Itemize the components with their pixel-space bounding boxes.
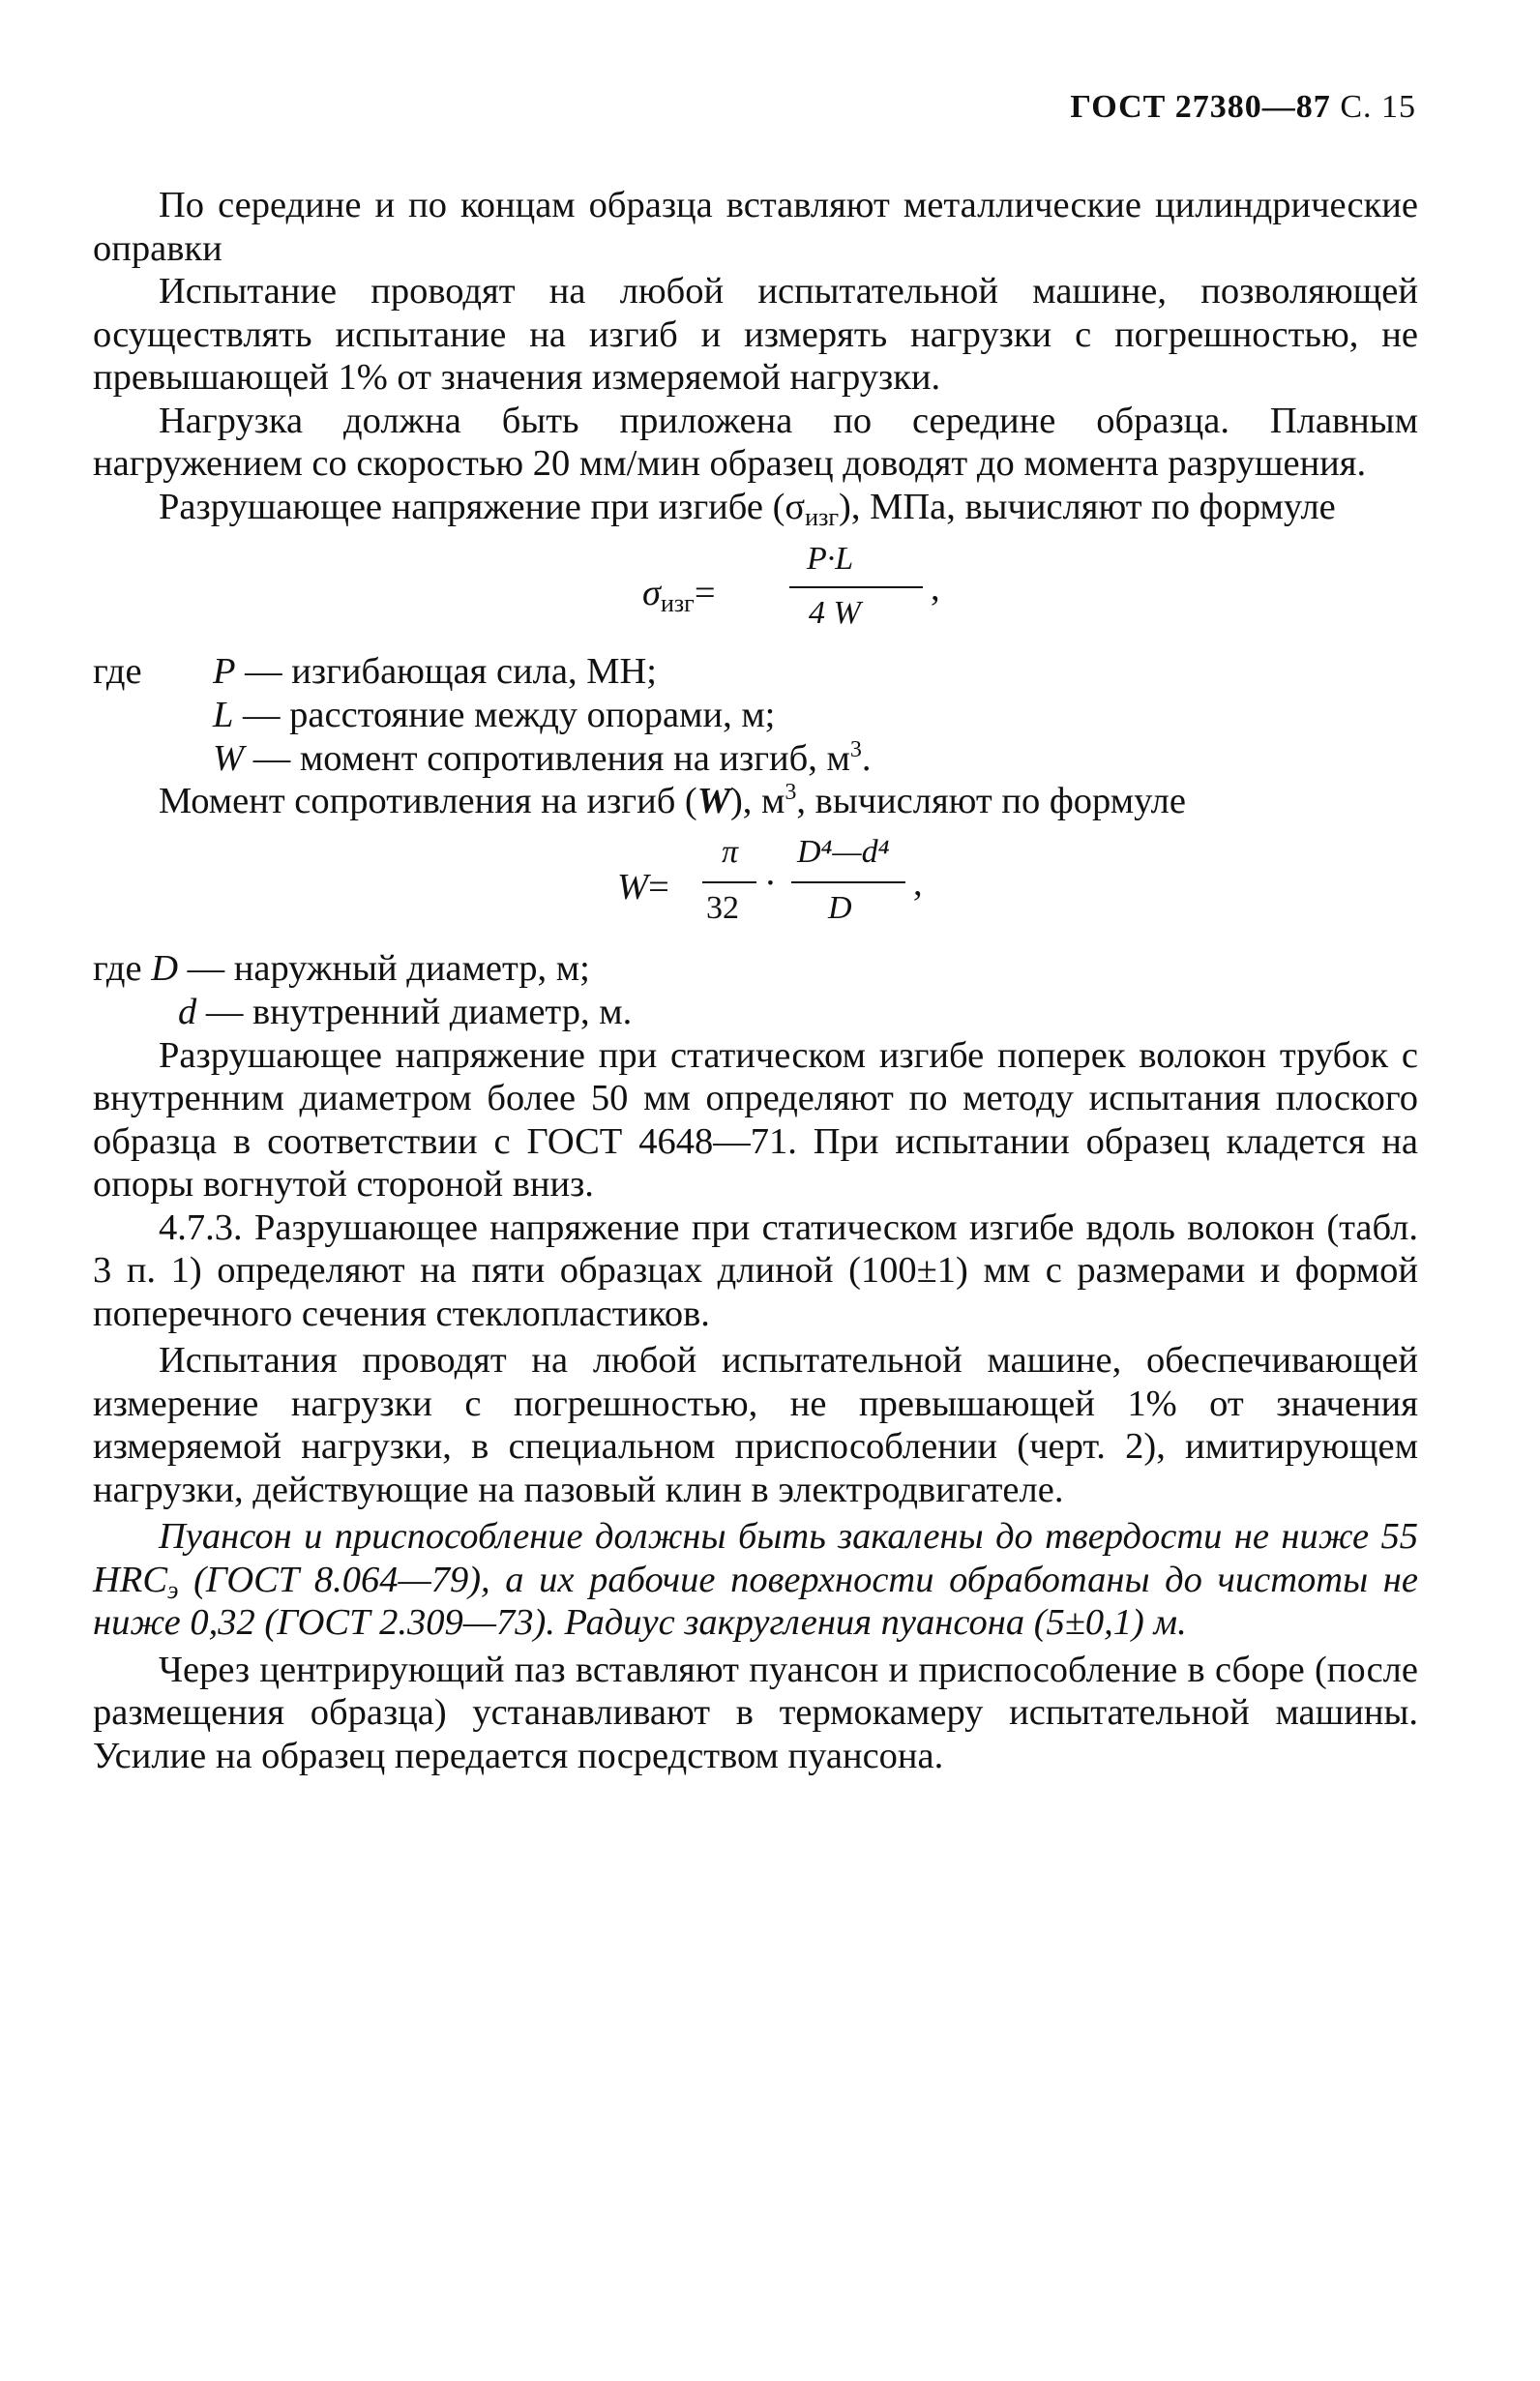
paragraph-10: Через центрирующий паз вставляют пуансон и приспособление в сборе (после размещения образца) устанавливают в термокамеру испытательной машины. Усилие на образец передается посредством пуансона. bbox=[93, 1649, 1418, 1776]
paragraph-7: 4.7.3. Разрушающее напряжение при статическом изгибе вдоль волокон (табл. 3 п. 1) определяют на пяти образцах длиной (100±1) мм с размерами и формой поперечного сечения стеклопластиков. bbox=[93, 1206, 1418, 1334]
paragraph-1: По середине и по концам образца вставляют металлические цилиндрические оправки bbox=[93, 185, 1418, 269]
formula2-den2: D bbox=[828, 889, 852, 926]
document-body bbox=[93, 184, 1418, 1777]
formula-bending-stress: $\sigma_{изг}=$ P·L 4 W , bbox=[93, 528, 1418, 644]
paragraph-2: Испытание проводят на любой испытательной машине, позволяющей осуществлять испытание на изгиб и измерять нагрузки с погрешностью, не превышающей 1% от значения измеряемой нагрузки. bbox=[93, 271, 1418, 398]
formula2-fraction-bar-1 bbox=[702, 881, 756, 883]
formula-section-modulus: W= π 32 · D⁴—d⁴ D , bbox=[93, 823, 1418, 947]
formula2-den1: 32 bbox=[706, 889, 739, 926]
formula2-num2: D⁴—d⁴ bbox=[797, 833, 890, 870]
paragraph-8: Испытания проводят на любой испытательной машине, обеспечивающей измерение нагрузки с погрешностью, не превышающей 1% от значения измеряемой нагрузки, в специальном приспособлении (черт. 2), имитирующем нагрузки, действующие на пазовый клин в электродвигателе. bbox=[93, 1340, 1418, 1510]
page-header bbox=[1070, 89, 1416, 126]
formula1-fraction-bar bbox=[789, 586, 923, 588]
legend-block-1: где P — изгибающая сила, МН; L — расстояние между опорами, м; W — момент сопротивления на изгиб, $м^3$. bbox=[93, 651, 872, 779]
legend-item-p: P — изгибающая сила, МН; bbox=[213, 651, 657, 692]
formula2-fraction-bar-2 bbox=[791, 881, 905, 883]
paragraph-6: Разрушающее напряжение при статическом изгибе поперек волокон трубок с внутренним диаметром более 50 мм определяют по методу испытания плоского образца в соответствии с ГОСТ 4648—71. При испытании образец кладется на опоры вогнутой стороной вниз. bbox=[93, 1034, 1418, 1205]
paragraph-4: Разрушающее напряжение при изгибе $(\sigma_{изг})$, МПа, вычисляют по формуле bbox=[159, 486, 1336, 531]
legend-item-l: L — расстояние между опорами, м; bbox=[213, 695, 776, 735]
paragraph-9: Пуансон и приспособление должны быть закалены до твердости не ниже 55 $HRC_э$ (ГОСТ 8.064—79), а их рабочие поверхности обработаны до чистоты не ниже 0,32 (ГОСТ 2.309—73). Радиус закругления пуансона (5±0,1) м. bbox=[93, 1516, 1418, 1643]
formula1-denominator: 4 W bbox=[809, 595, 861, 631]
formula1-numerator: P·L bbox=[807, 541, 854, 577]
standard-code: ГОСТ 27380—87 bbox=[1070, 89, 1331, 125]
legend-item-w: W — момент сопротивления на изгиб, $м^3$. bbox=[213, 737, 872, 779]
paragraph-5: Момент сопротивления на изгиб (W), $м^3$, вычисляют по формуле bbox=[159, 780, 1186, 821]
page-number: С. 15 bbox=[1340, 89, 1416, 125]
formula2-num1: π bbox=[722, 833, 739, 870]
paragraph-3: Нагрузка должна быть приложена по середине образца. Плавным нагружением со скоростью 20 мм/мин образец доводят до момента разрушения. bbox=[93, 400, 1418, 484]
legend-block-2: где D — наружный диаметр, м; d — внутренний диаметр, м. bbox=[93, 947, 633, 1032]
